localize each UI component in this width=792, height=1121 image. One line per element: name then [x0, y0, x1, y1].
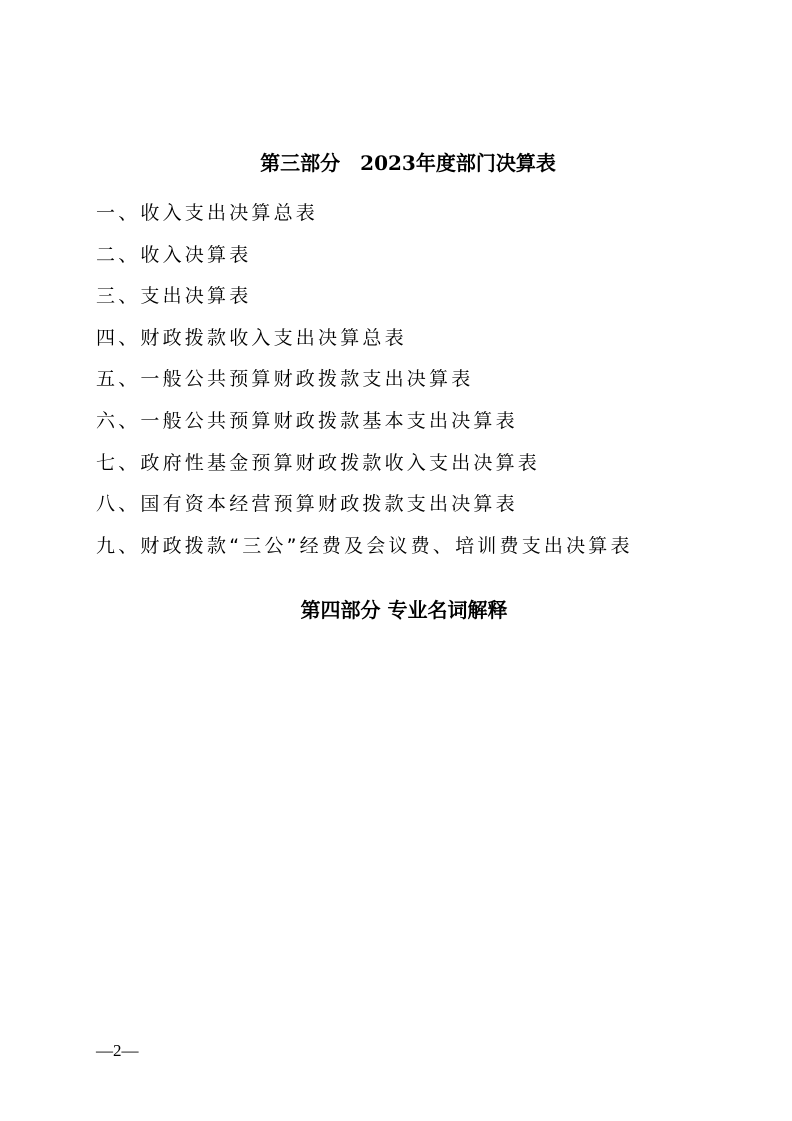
toc-item-7: 七、政府性基金预算财政拨款收入支出决算表 — [96, 451, 541, 474]
toc-item-3: 三、支出决算表 — [96, 285, 252, 308]
section-title-part-3: 第三部分 2023年度部门决算表 — [260, 151, 556, 175]
toc-item-6: 六、一般公共预算财政拨款基本支出决算表 — [96, 409, 518, 432]
table-of-contents — [96, 200, 633, 574]
section-title-part-4: 第四部分 专业名词解释 — [300, 598, 508, 622]
toc-item-1: 一、收入支出决算总表 — [96, 202, 319, 224]
toc-item-2: 二、收入决算表 — [96, 243, 252, 266]
toc-item-8: 八、国有资本经营预算财政拨款支出决算表 — [96, 493, 518, 516]
page-number: —2— — [96, 1041, 139, 1060]
toc-item-4: 四、财政拨款收入支出决算总表 — [96, 326, 407, 349]
toc-item-9: 九、财政拨款“三公”经费及会议费、培训费支出决算表 — [96, 534, 633, 557]
toc-item-5: 五、一般公共预算财政拨款支出决算表 — [96, 368, 474, 391]
